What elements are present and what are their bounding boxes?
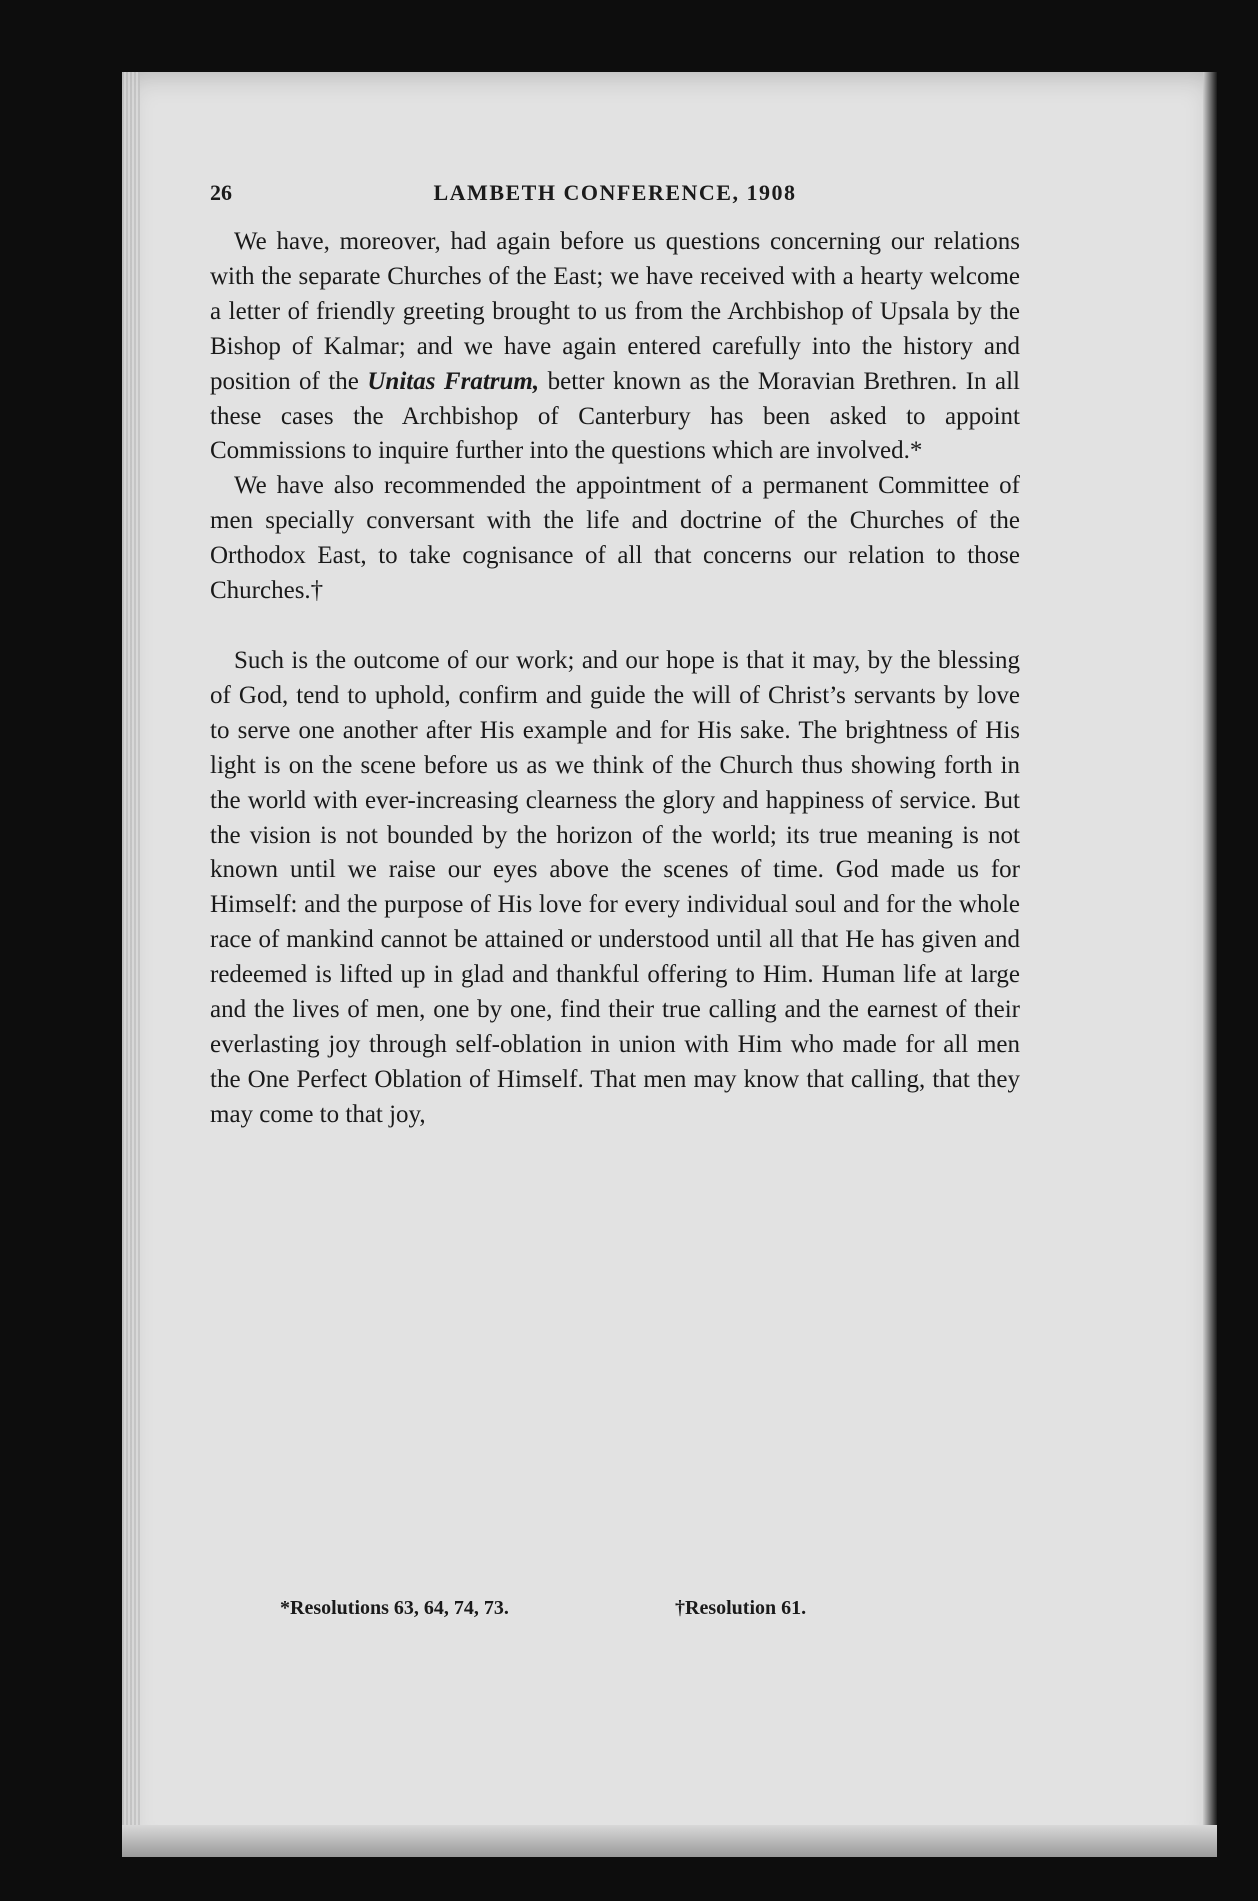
page-gutter-edge bbox=[122, 72, 140, 1857]
footnotes bbox=[280, 1597, 1020, 1620]
footnote-resolutions: *Resolutions 63, 64, 74, 73. bbox=[280, 1597, 509, 1619]
page-right-edge bbox=[1203, 72, 1217, 1857]
page-number: 26 bbox=[210, 180, 232, 205]
italic-term: Unitas Fratrum, bbox=[367, 367, 540, 395]
paragraph-outcome: Such is the outcome of our work; and our hope is that it may, by the blessing of God, tend to uphold, confirm and guide the will of Christ’s servants by love to serve one another after His example and for His sake. The brightness of His light is on the scene before us as we think of the Church thus showing forth in the world with ever-increasing clearness the glory and happiness of service. But the vision is not bounded by the horizon of the world; its true meaning is not known until we raise our eyes above the scenes of time. God made us for Himself: and the purpose of His love for every individual soul and for the whole race of mankind cannot be attained or understood until all that He has given and redeemed is lifted up in glad and thankful offering to Him. Human life at large and the lives of men, one by one, find their true calling and the earnest of their everlasting joy through self-oblation in union with Him who made for all men the One Perfect Oblation of Himself. That men may know that calling, that they may come to that joy, bbox=[210, 646, 1020, 1128]
body-text bbox=[210, 225, 1020, 1133]
paragraph-orthodox-committee: We have also recommended the appointment of a permanent Committee of men specially conversant with the life and doctrine of the Churches of the Orthodox East, to take cognisance of all that concerns our relation to those Churches.† bbox=[210, 472, 1020, 605]
paragraph-spacer bbox=[210, 609, 1020, 644]
paragraph-text: better known as the Moravian Brethren. In all these cases the Archbishop of Canterbury has been asked to appoint Commissions to inquire further into the questions which are involved.* bbox=[210, 367, 1020, 465]
footnote-resolution: †Resolution 61. bbox=[675, 1597, 807, 1619]
paragraph-eastern-churches bbox=[210, 225, 1020, 469]
running-title: LAMBETH CONFERENCE, 1908 bbox=[433, 180, 797, 205]
paragraph-text: We have, moreover, had again before us questions concerning our relations with the separate Churches of the East; we have received with a hearty welcome a letter of friendly greeting brought to us from the Archbishop of Upsala by the Bishop of Kalmar; and we have again entered carefully into the history and position of the bbox=[210, 228, 1020, 395]
page-bottom-edge bbox=[122, 1825, 1217, 1857]
running-header bbox=[210, 180, 1020, 220]
